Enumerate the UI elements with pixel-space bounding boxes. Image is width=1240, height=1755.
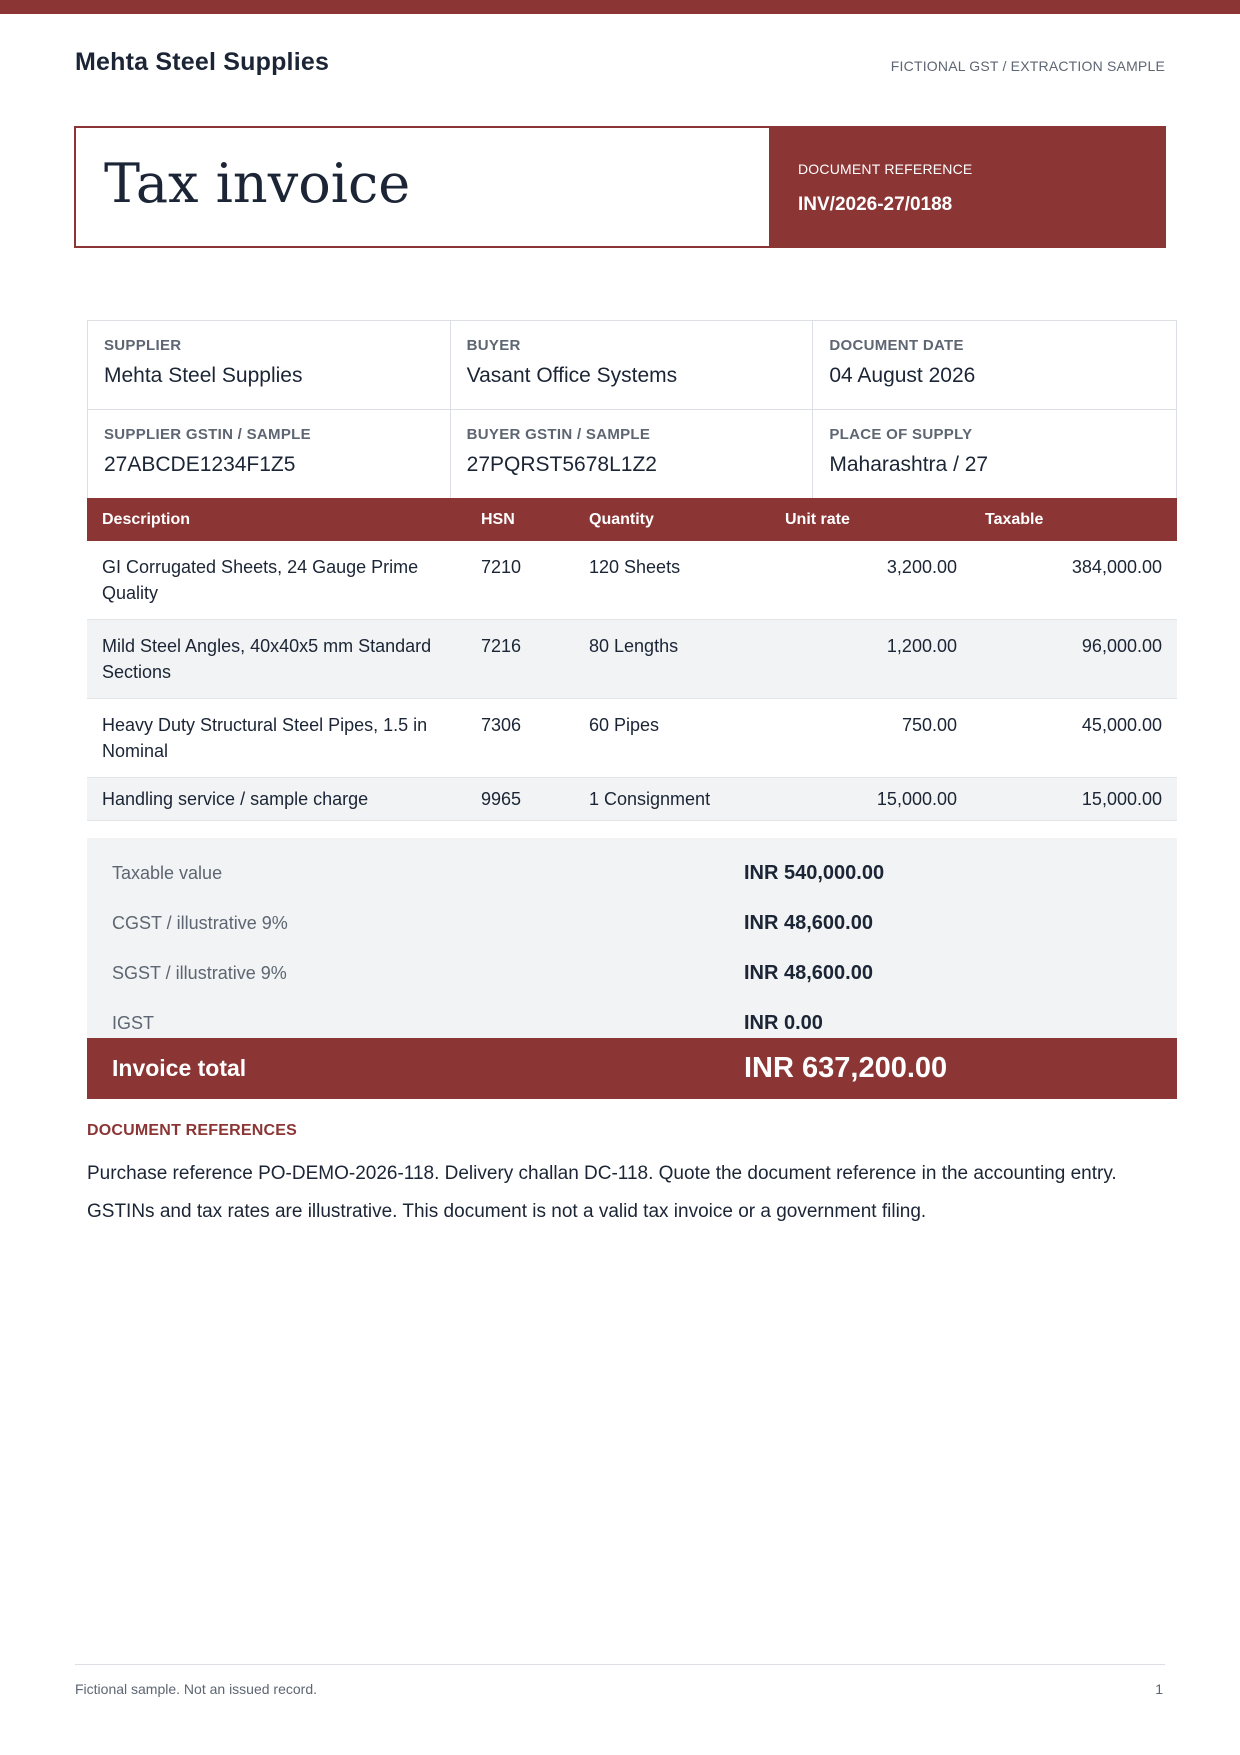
table-row bbox=[87, 541, 1177, 620]
item-description: Heavy Duty Structural Steel Pipes, 1.5 in Nominal bbox=[102, 715, 428, 761]
footer-note: Fictional sample. Not an issued record. bbox=[75, 1681, 317, 1697]
buyer-value: Vasant Office Systems bbox=[466, 364, 678, 387]
item-taxable: 45,000.00 bbox=[1081, 715, 1162, 735]
document-reference-block bbox=[769, 128, 1164, 246]
company-name: Mehta Steel Supplies bbox=[75, 48, 330, 76]
buyer-label: BUYER bbox=[466, 337, 521, 354]
footer-divider bbox=[75, 1664, 1165, 1665]
document-title: Tax invoice bbox=[104, 152, 411, 215]
document-date-cell bbox=[813, 321, 1176, 409]
sgst-amount: INR 48,600.00 bbox=[744, 961, 873, 984]
line-items-table bbox=[87, 498, 1177, 821]
buyer-gstin-value: 27PQRST5678L1Z2 bbox=[466, 453, 657, 476]
parties-row bbox=[88, 321, 1176, 410]
place-of-supply-label: PLACE OF SUPPLY bbox=[829, 426, 973, 443]
references-heading: DOCUMENT REFERENCES bbox=[87, 1122, 298, 1139]
item-unit-rate: 1,200.00 bbox=[886, 636, 957, 656]
item-hsn: 7210 bbox=[481, 557, 522, 577]
taxable-value-amount: INR 540,000.00 bbox=[744, 861, 885, 884]
document-date-value: 04 August 2026 bbox=[829, 364, 976, 387]
supplier-label: SUPPLIER bbox=[104, 337, 182, 354]
item-unit-rate: 3,200.00 bbox=[886, 557, 957, 577]
supplier-gstin-label: SUPPLIER GSTIN / SAMPLE bbox=[104, 426, 311, 443]
cgst-row bbox=[87, 898, 1177, 948]
igst-label: IGST bbox=[112, 1012, 155, 1033]
item-unit-rate: 15,000.00 bbox=[876, 789, 957, 809]
table-row bbox=[87, 699, 1177, 778]
item-quantity: 120 Sheets bbox=[589, 557, 681, 577]
invoice-total-amount: INR 637,200.00 bbox=[744, 1052, 948, 1084]
totals-panel bbox=[87, 838, 1177, 1056]
buyer-gstin-label: BUYER GSTIN / SAMPLE bbox=[466, 426, 651, 443]
references-text: Purchase reference PO-DEMO-2026-118. Delivery challan DC-118. Quote the document reference in the accounting entry. GSTINs and tax rates are illustrative. This document is not a valid tax invoice or a government filing. bbox=[87, 1163, 1117, 1222]
invoice-total-label: Invoice total bbox=[112, 1055, 247, 1081]
document-reference-value: INV/2026-27/0188 bbox=[798, 194, 953, 215]
page-header bbox=[75, 48, 1165, 88]
taxable-value-label: Taxable value bbox=[112, 862, 223, 883]
cgst-label: CGST / illustrative 9% bbox=[112, 912, 288, 933]
column-header-unit-rate: Unit rate bbox=[785, 510, 850, 528]
invoice-total-bar bbox=[87, 1038, 1177, 1099]
sgst-row bbox=[87, 948, 1177, 998]
page-number: 1 bbox=[1155, 1681, 1163, 1697]
taxable-value-row bbox=[87, 848, 1177, 898]
top-accent-bar bbox=[0, 0, 1240, 14]
item-description: GI Corrugated Sheets, 24 Gauge Prime Quality bbox=[102, 557, 419, 603]
parties-row bbox=[88, 410, 1176, 499]
buyer-cell bbox=[451, 321, 814, 409]
item-description: Mild Steel Angles, 40x40x5 mm Standard Sections bbox=[102, 636, 432, 682]
item-quantity: 1 Consignment bbox=[589, 789, 711, 809]
document-date-label: DOCUMENT DATE bbox=[829, 337, 964, 354]
cgst-amount: INR 48,600.00 bbox=[744, 911, 873, 934]
item-unit-rate: 750.00 bbox=[901, 715, 957, 735]
column-header-hsn: HSN bbox=[481, 510, 515, 528]
title-box bbox=[74, 126, 1166, 248]
item-hsn: 9965 bbox=[481, 789, 522, 809]
item-taxable: 384,000.00 bbox=[1071, 557, 1162, 577]
column-header-description: Description bbox=[102, 510, 191, 528]
supplier-gstin-value: 27ABCDE1234F1Z5 bbox=[104, 453, 296, 476]
sgst-label: SGST / illustrative 9% bbox=[112, 962, 287, 983]
table-row bbox=[87, 778, 1177, 821]
supplier-value: Mehta Steel Supplies bbox=[104, 364, 303, 387]
supplier-gstin-cell bbox=[88, 410, 451, 498]
document-reference-label: DOCUMENT REFERENCE bbox=[798, 161, 973, 177]
place-of-supply-cell bbox=[813, 410, 1176, 498]
item-quantity: 80 Lengths bbox=[589, 636, 679, 656]
column-header-quantity: Quantity bbox=[589, 510, 654, 528]
item-hsn: 7216 bbox=[481, 636, 522, 656]
place-of-supply-value: Maharashtra / 27 bbox=[829, 453, 989, 476]
table-row bbox=[87, 620, 1177, 699]
item-taxable: 15,000.00 bbox=[1081, 789, 1162, 809]
item-description: Handling service / sample charge bbox=[102, 789, 369, 809]
igst-amount: INR 0.00 bbox=[744, 1011, 823, 1034]
table-header bbox=[87, 498, 1177, 541]
item-taxable: 96,000.00 bbox=[1081, 636, 1162, 656]
column-header-taxable: Taxable bbox=[985, 510, 1044, 528]
sample-tag: FICTIONAL GST / EXTRACTION SAMPLE bbox=[890, 58, 1165, 74]
item-quantity: 60 Pipes bbox=[589, 715, 660, 735]
item-hsn: 7306 bbox=[481, 715, 522, 735]
parties-grid bbox=[87, 320, 1177, 499]
buyer-gstin-cell bbox=[451, 410, 814, 498]
supplier-cell bbox=[88, 321, 451, 409]
